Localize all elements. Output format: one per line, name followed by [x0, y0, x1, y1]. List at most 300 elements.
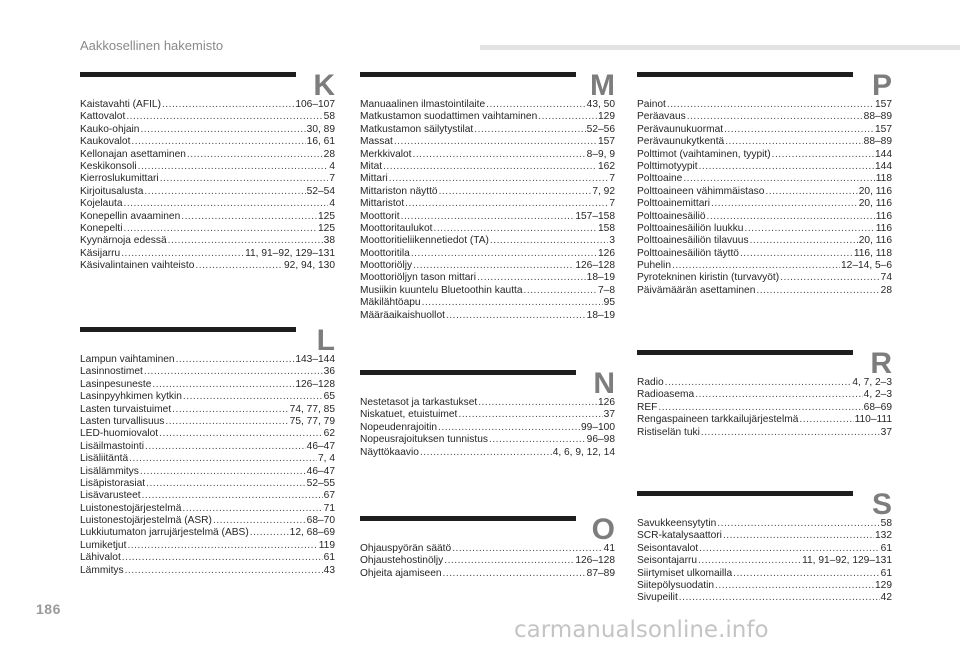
- dot-leader: [740, 248, 853, 260]
- index-entry: [637, 580, 892, 592]
- index-entry: [637, 198, 892, 210]
- index-entry: [637, 530, 892, 542]
- index-section-o: [360, 512, 615, 580]
- section-header: [80, 68, 335, 102]
- index-entry: [360, 223, 615, 235]
- dot-leader: [439, 186, 592, 198]
- entry-term: Kauko-ohjain: [80, 123, 140, 135]
- section-letter: O: [591, 513, 615, 546]
- section-rule: [360, 72, 576, 77]
- entry-pages: 3: [609, 235, 615, 247]
- dot-leader: [474, 124, 585, 136]
- dot-leader: [187, 149, 323, 161]
- entry-pages: 99–100: [581, 421, 615, 433]
- entry-term: Lisäpistorasiat: [80, 477, 146, 489]
- entry-pages: 126: [598, 247, 615, 259]
- dot-leader: [159, 428, 323, 440]
- index-entry: [637, 389, 892, 401]
- dot-leader: [413, 260, 574, 272]
- index-entry: [360, 543, 615, 555]
- section-letter: L: [316, 324, 335, 357]
- dot-leader: [131, 136, 305, 148]
- entry-pages: 58: [880, 518, 892, 529]
- entry-pages: 125: [318, 210, 335, 222]
- dot-leader: [182, 503, 322, 515]
- section-header: [360, 512, 615, 546]
- section-header: [637, 68, 892, 102]
- dot-leader: [486, 99, 586, 111]
- entry-term: Näyttökaavio: [360, 446, 419, 458]
- entry-pages: 75, 77, 79: [289, 415, 335, 427]
- entry-pages: 157: [875, 123, 892, 135]
- entry-pages: 157: [875, 99, 892, 110]
- index-entry: [80, 161, 335, 173]
- index-entry: [80, 186, 335, 198]
- entry-pages: 43, 50: [586, 99, 615, 110]
- entry-term: Nestetasot ja tarkastukset: [360, 397, 478, 408]
- section-rule: [637, 491, 853, 496]
- dot-leader: [213, 515, 306, 527]
- entry-pages: 87–89: [586, 567, 615, 579]
- entry-pages: 61: [880, 542, 892, 554]
- dot-leader: [444, 555, 574, 567]
- index-entry: [637, 402, 892, 414]
- dot-leader: [799, 414, 853, 426]
- index-entry: [80, 235, 335, 247]
- entry-pages: 129: [598, 111, 615, 123]
- dot-leader: [477, 272, 586, 284]
- dot-leader: [168, 235, 323, 247]
- entry-term: Lisäilmastointi: [80, 440, 144, 452]
- dot-leader: [140, 466, 306, 478]
- entry-pages: 144: [875, 148, 892, 160]
- dot-leader: [420, 447, 552, 459]
- entry-pages: 16, 61: [306, 136, 335, 148]
- index-entry: [360, 409, 615, 421]
- dot-leader: [744, 223, 874, 235]
- index-entry: [637, 285, 892, 297]
- entry-pages: 71: [323, 502, 335, 514]
- index-entry: [637, 543, 892, 555]
- index-entry: [80, 453, 335, 465]
- entry-term: Nopeusrajoituksen tunnistus: [360, 434, 488, 446]
- dot-leader: [383, 161, 597, 173]
- entry-pages: 8–9, 9: [586, 148, 615, 160]
- dot-leader: [146, 478, 306, 490]
- dot-leader: [250, 527, 289, 539]
- entry-list: [80, 354, 335, 577]
- index-entry: [360, 198, 615, 210]
- index-entry: [360, 272, 615, 284]
- dot-leader: [152, 379, 294, 391]
- entry-pages: 58: [323, 111, 335, 123]
- entry-pages: 157–158: [575, 210, 615, 222]
- entry-pages: 7, 92: [592, 185, 615, 197]
- entry-term: Puhelin: [637, 260, 671, 272]
- section-header: [360, 68, 615, 102]
- index-entry: [360, 235, 615, 247]
- entry-pages: 157: [598, 136, 615, 148]
- entry-term: Polttoaineen vähimmäistaso: [637, 185, 765, 197]
- entry-pages: 126–128: [295, 378, 335, 390]
- dot-leader: [123, 198, 328, 210]
- entry-term: Kellonajan asettaminen: [80, 148, 186, 160]
- entry-pages: 67: [323, 490, 335, 502]
- entry-pages: 4, 6, 9, 12, 14: [552, 446, 615, 458]
- dot-leader: [144, 366, 323, 378]
- watermark: carmanualsonline.info: [514, 617, 769, 643]
- entry-term: Merkkivalot: [360, 148, 412, 160]
- index-section-m: [360, 68, 615, 322]
- section-rule: [80, 327, 296, 332]
- section-header: [80, 323, 335, 357]
- entry-pages: 28: [323, 148, 335, 160]
- dot-leader: [699, 543, 879, 555]
- entry-term: Lasinpyyhkimen kytkin: [80, 391, 182, 403]
- entry-pages: 116: [875, 222, 892, 234]
- dot-leader: [438, 422, 580, 434]
- entry-pages: 106–107: [295, 99, 335, 110]
- index-section-n: [360, 366, 615, 459]
- index-entry: [637, 427, 892, 439]
- dot-leader: [145, 441, 306, 453]
- entry-list: [360, 543, 615, 580]
- index-entry: [637, 248, 892, 260]
- dot-leader: [765, 186, 857, 198]
- dot-leader: [490, 235, 608, 247]
- entry-term: Matkustamon suodattimen vaihtaminen: [360, 111, 538, 123]
- index-entry: [637, 161, 892, 173]
- dot-leader: [413, 149, 586, 161]
- index-entry: [360, 136, 615, 148]
- section-rule: [360, 516, 576, 521]
- entry-term: Radioasema: [637, 389, 695, 401]
- entry-pages: 4, 2–3: [863, 389, 892, 401]
- index-entry: [360, 173, 615, 185]
- index-entry: [80, 515, 335, 527]
- entry-term: Lähivalot: [80, 552, 121, 564]
- dot-leader: [780, 272, 880, 284]
- entry-pages: 132: [875, 530, 892, 542]
- entry-term: Lisävarusteet: [80, 490, 141, 502]
- entry-term: LED-huomiovalot: [80, 428, 159, 440]
- entry-pages: 88–89: [863, 136, 892, 148]
- section-rule: [80, 72, 296, 77]
- entry-term: Nopeudenrajoitin: [360, 421, 438, 433]
- entry-pages: 126–128: [575, 260, 615, 272]
- entry-pages: 11, 91–92, 129–131: [245, 247, 335, 259]
- entry-term: Lampun vaihtaminen: [80, 354, 175, 365]
- index-entry: [360, 285, 615, 297]
- dot-leader: [707, 211, 875, 223]
- entry-pages: 7: [609, 198, 615, 210]
- entry-term: Lasten turvaistuimet: [80, 403, 172, 415]
- dot-leader: [772, 149, 874, 161]
- index-entry: [637, 111, 892, 123]
- dot-leader: [195, 260, 283, 272]
- index-entry: [80, 354, 335, 366]
- index-entry: [80, 540, 335, 552]
- entry-pages: 37: [603, 409, 615, 421]
- entry-term: Määräaikaishuollot: [360, 309, 445, 321]
- entry-term: Keskikonsoli: [80, 160, 137, 172]
- entry-term: Sivupeilit: [637, 592, 678, 604]
- entry-pages: 68–69: [863, 401, 892, 413]
- entry-term: Lämmitys: [80, 564, 124, 576]
- entry-term: Lasinpesuneste: [80, 378, 152, 390]
- index-entry: [360, 447, 615, 459]
- index-entry: [80, 99, 335, 111]
- entry-term: Käsijarru: [80, 247, 121, 259]
- entry-pages: 158: [598, 222, 615, 234]
- index-entry: [80, 565, 335, 577]
- dot-leader: [699, 161, 874, 173]
- dot-leader: [725, 136, 862, 148]
- entry-pages: 20, 116: [858, 185, 892, 197]
- entry-pages: 20, 116: [858, 198, 892, 210]
- dot-leader: [162, 99, 294, 111]
- dot-leader: [711, 198, 858, 210]
- index-section-l: [80, 323, 335, 577]
- entry-term: Ristiselän tuki: [637, 426, 700, 438]
- entry-term: Manuaalinen ilmastointilaite: [360, 99, 486, 110]
- dot-leader: [687, 111, 863, 123]
- dot-leader: [717, 518, 879, 530]
- index-entry: [360, 297, 615, 309]
- entry-pages: 116: [875, 210, 892, 222]
- entry-term: Luistonestojärjestelmä (ASR): [80, 515, 212, 527]
- index-entry: [360, 260, 615, 272]
- dot-leader: [701, 427, 880, 439]
- entry-pages: 118: [875, 173, 892, 185]
- entry-pages: 95: [603, 297, 615, 309]
- entry-pages: 68–70: [306, 515, 335, 527]
- index-entry: [360, 248, 615, 260]
- entry-pages: 52–56: [586, 123, 615, 135]
- page-number: 186: [36, 601, 61, 617]
- entry-term: Kaukovalot: [80, 136, 131, 148]
- entry-term: Käsivalintainen vaihteisto: [80, 260, 195, 272]
- dot-leader: [433, 223, 597, 235]
- entry-term: Ohjauspyörän säätö: [360, 543, 452, 554]
- dot-leader: [679, 592, 880, 604]
- dot-leader: [756, 285, 879, 297]
- entry-list: [80, 99, 335, 272]
- dot-leader: [695, 389, 862, 401]
- entry-term: Lasinnostimet: [80, 366, 143, 378]
- dot-leader: [138, 161, 329, 173]
- index-entry: [80, 173, 335, 185]
- entry-term: Siitepölysuodatin: [637, 579, 715, 591]
- section-letter: M: [590, 69, 615, 102]
- index-entry: [80, 149, 335, 161]
- entry-list: [360, 397, 615, 459]
- index-entry: [637, 124, 892, 136]
- entry-term: Polttoainesäiliön luukku: [637, 222, 744, 234]
- index-entry: [360, 434, 615, 446]
- entry-term: Massat: [360, 136, 393, 148]
- dot-leader: [672, 260, 840, 272]
- dot-leader: [665, 377, 852, 389]
- entry-term: Perävaunukuormat: [637, 123, 724, 135]
- section-header: [360, 366, 615, 400]
- index-entry: [80, 136, 335, 148]
- index-entry: [80, 111, 335, 123]
- entry-term: Painot: [637, 99, 666, 110]
- section-letter: P: [871, 69, 892, 102]
- entry-pages: 7–8: [598, 284, 615, 296]
- entry-term: Polttoaine: [637, 173, 683, 185]
- index-entry: [80, 416, 335, 428]
- index-entry: [360, 555, 615, 567]
- entry-term: Kyynärnoja edessä: [80, 235, 167, 247]
- entry-pages: 42: [880, 592, 892, 604]
- entry-term: Lukkiutumaton jarrujärjestelmä (ABS): [80, 527, 249, 539]
- entry-term: Kirjoitusalusta: [80, 185, 144, 197]
- index-entry: [637, 149, 892, 161]
- entry-pages: 116, 118: [853, 247, 892, 259]
- dot-leader: [422, 297, 603, 309]
- dot-leader: [524, 285, 597, 297]
- dot-leader: [129, 453, 317, 465]
- section-header: [637, 346, 892, 380]
- index-entry: [637, 377, 892, 389]
- entry-term: Konepellin avaaminen: [80, 210, 181, 222]
- dot-leader: [140, 124, 305, 136]
- entry-term: Kaistavahti (AFIL): [80, 99, 161, 110]
- entry-pages: 46–47: [306, 440, 335, 452]
- dot-leader: [144, 186, 305, 198]
- dot-leader: [176, 354, 295, 366]
- index-entry: [360, 186, 615, 198]
- index-section-r: [637, 346, 892, 439]
- dot-leader: [181, 211, 317, 223]
- entry-pages: 7: [609, 173, 615, 185]
- dot-leader: [401, 211, 575, 223]
- dot-leader: [121, 248, 244, 260]
- entry-term: Perävaunukytkentä: [637, 136, 725, 148]
- index-entry: [637, 260, 892, 272]
- dot-leader: [405, 198, 608, 210]
- dot-leader: [127, 540, 317, 552]
- dot-leader: [411, 248, 597, 260]
- entry-term: Päivämäärän asettaminen: [637, 284, 756, 296]
- dot-leader: [389, 173, 609, 185]
- dot-leader: [126, 111, 322, 123]
- index-entry: [360, 422, 615, 434]
- dot-leader: [750, 235, 858, 247]
- entry-term: Musiikin kuuntelu Bluetoothin kautta: [360, 284, 523, 296]
- index-entry: [80, 124, 335, 136]
- index-entry: [80, 527, 335, 539]
- entry-pages: 18–19: [586, 272, 615, 284]
- entry-term: Niskatuet, etuistuimet: [360, 409, 458, 421]
- section-letter: R: [870, 347, 892, 380]
- entry-pages: 12–14, 5–6: [841, 260, 892, 272]
- entry-term: Lasten turvallisuus: [80, 415, 165, 427]
- entry-term: Moottoriöljyn tason mittari: [360, 272, 477, 284]
- entry-pages: 4, 7, 2–3: [852, 377, 892, 388]
- entry-pages: 162: [598, 160, 615, 172]
- entry-term: Seisontajarru: [637, 555, 698, 567]
- entry-pages: 7, 4: [318, 453, 335, 465]
- dot-leader: [122, 552, 323, 564]
- index-entry: [80, 503, 335, 515]
- entry-term: Polttoainemittari: [637, 198, 711, 210]
- index-entry: [80, 552, 335, 564]
- index-entry: [637, 136, 892, 148]
- dot-leader: [683, 173, 874, 185]
- index-entry: [637, 99, 892, 111]
- dot-leader: [723, 530, 874, 542]
- index-entry: [637, 223, 892, 235]
- entry-term: Polttoainesäiliön täyttö: [637, 247, 739, 259]
- entry-term: Moottorit: [360, 210, 400, 222]
- entry-term: Mittari: [360, 173, 388, 185]
- section-header: [637, 487, 892, 521]
- index-entry: [637, 235, 892, 247]
- entry-pages: 62: [323, 428, 335, 440]
- entry-pages: 52–54: [306, 185, 335, 197]
- entry-term: Rengaspaineen tarkkailujärjestelmä: [637, 414, 799, 426]
- index-entry: [80, 478, 335, 490]
- index-entry: [80, 211, 335, 223]
- dot-leader: [123, 223, 317, 235]
- index-entry: [360, 99, 615, 111]
- index-section-k: [80, 68, 335, 272]
- dot-leader: [446, 310, 586, 322]
- entry-term: Kojelauta: [80, 198, 123, 210]
- entry-pages: 143–144: [295, 354, 335, 365]
- entry-term: Lumiketjut: [80, 539, 127, 551]
- dot-leader: [658, 402, 862, 414]
- entry-term: Lisälämmitys: [80, 465, 139, 477]
- entry-term: Moottoritila: [360, 247, 410, 259]
- index-entry: [637, 173, 892, 185]
- index-entry: [360, 397, 615, 409]
- dot-leader: [489, 434, 586, 446]
- index-entry: [637, 568, 892, 580]
- entry-term: Polttoainesäiliön tilavuus: [637, 235, 749, 247]
- entry-pages: 92, 94, 130: [284, 260, 335, 272]
- entry-pages: 110–111: [854, 414, 892, 426]
- entry-term: Ohjaustehostinöljy: [360, 555, 444, 567]
- index-entry: [80, 260, 335, 272]
- entry-pages: 88–89: [863, 111, 892, 123]
- entry-term: SCR-katalysaattori: [637, 530, 722, 542]
- dot-leader: [667, 99, 874, 111]
- dot-leader: [443, 568, 586, 580]
- entry-pages: 119: [318, 539, 335, 551]
- entry-pages: 61: [323, 552, 335, 564]
- entry-pages: 36: [323, 366, 335, 378]
- section-letter: S: [871, 488, 892, 521]
- dot-leader: [172, 404, 289, 416]
- entry-term: Moottoritaulukot: [360, 222, 433, 234]
- entry-list: [637, 377, 892, 439]
- section-letter: K: [313, 69, 335, 102]
- entry-term: Polttoainesäiliö: [637, 210, 706, 222]
- entry-pages: 126: [598, 397, 615, 408]
- entry-pages: 52–55: [306, 477, 335, 489]
- index-entry: [80, 441, 335, 453]
- dot-leader: [538, 111, 597, 123]
- entry-pages: 30, 89: [306, 123, 335, 135]
- entry-pages: 126–128: [575, 555, 615, 567]
- index-entry: [80, 428, 335, 440]
- dot-leader: [125, 565, 323, 577]
- entry-pages: 20, 116: [858, 235, 892, 247]
